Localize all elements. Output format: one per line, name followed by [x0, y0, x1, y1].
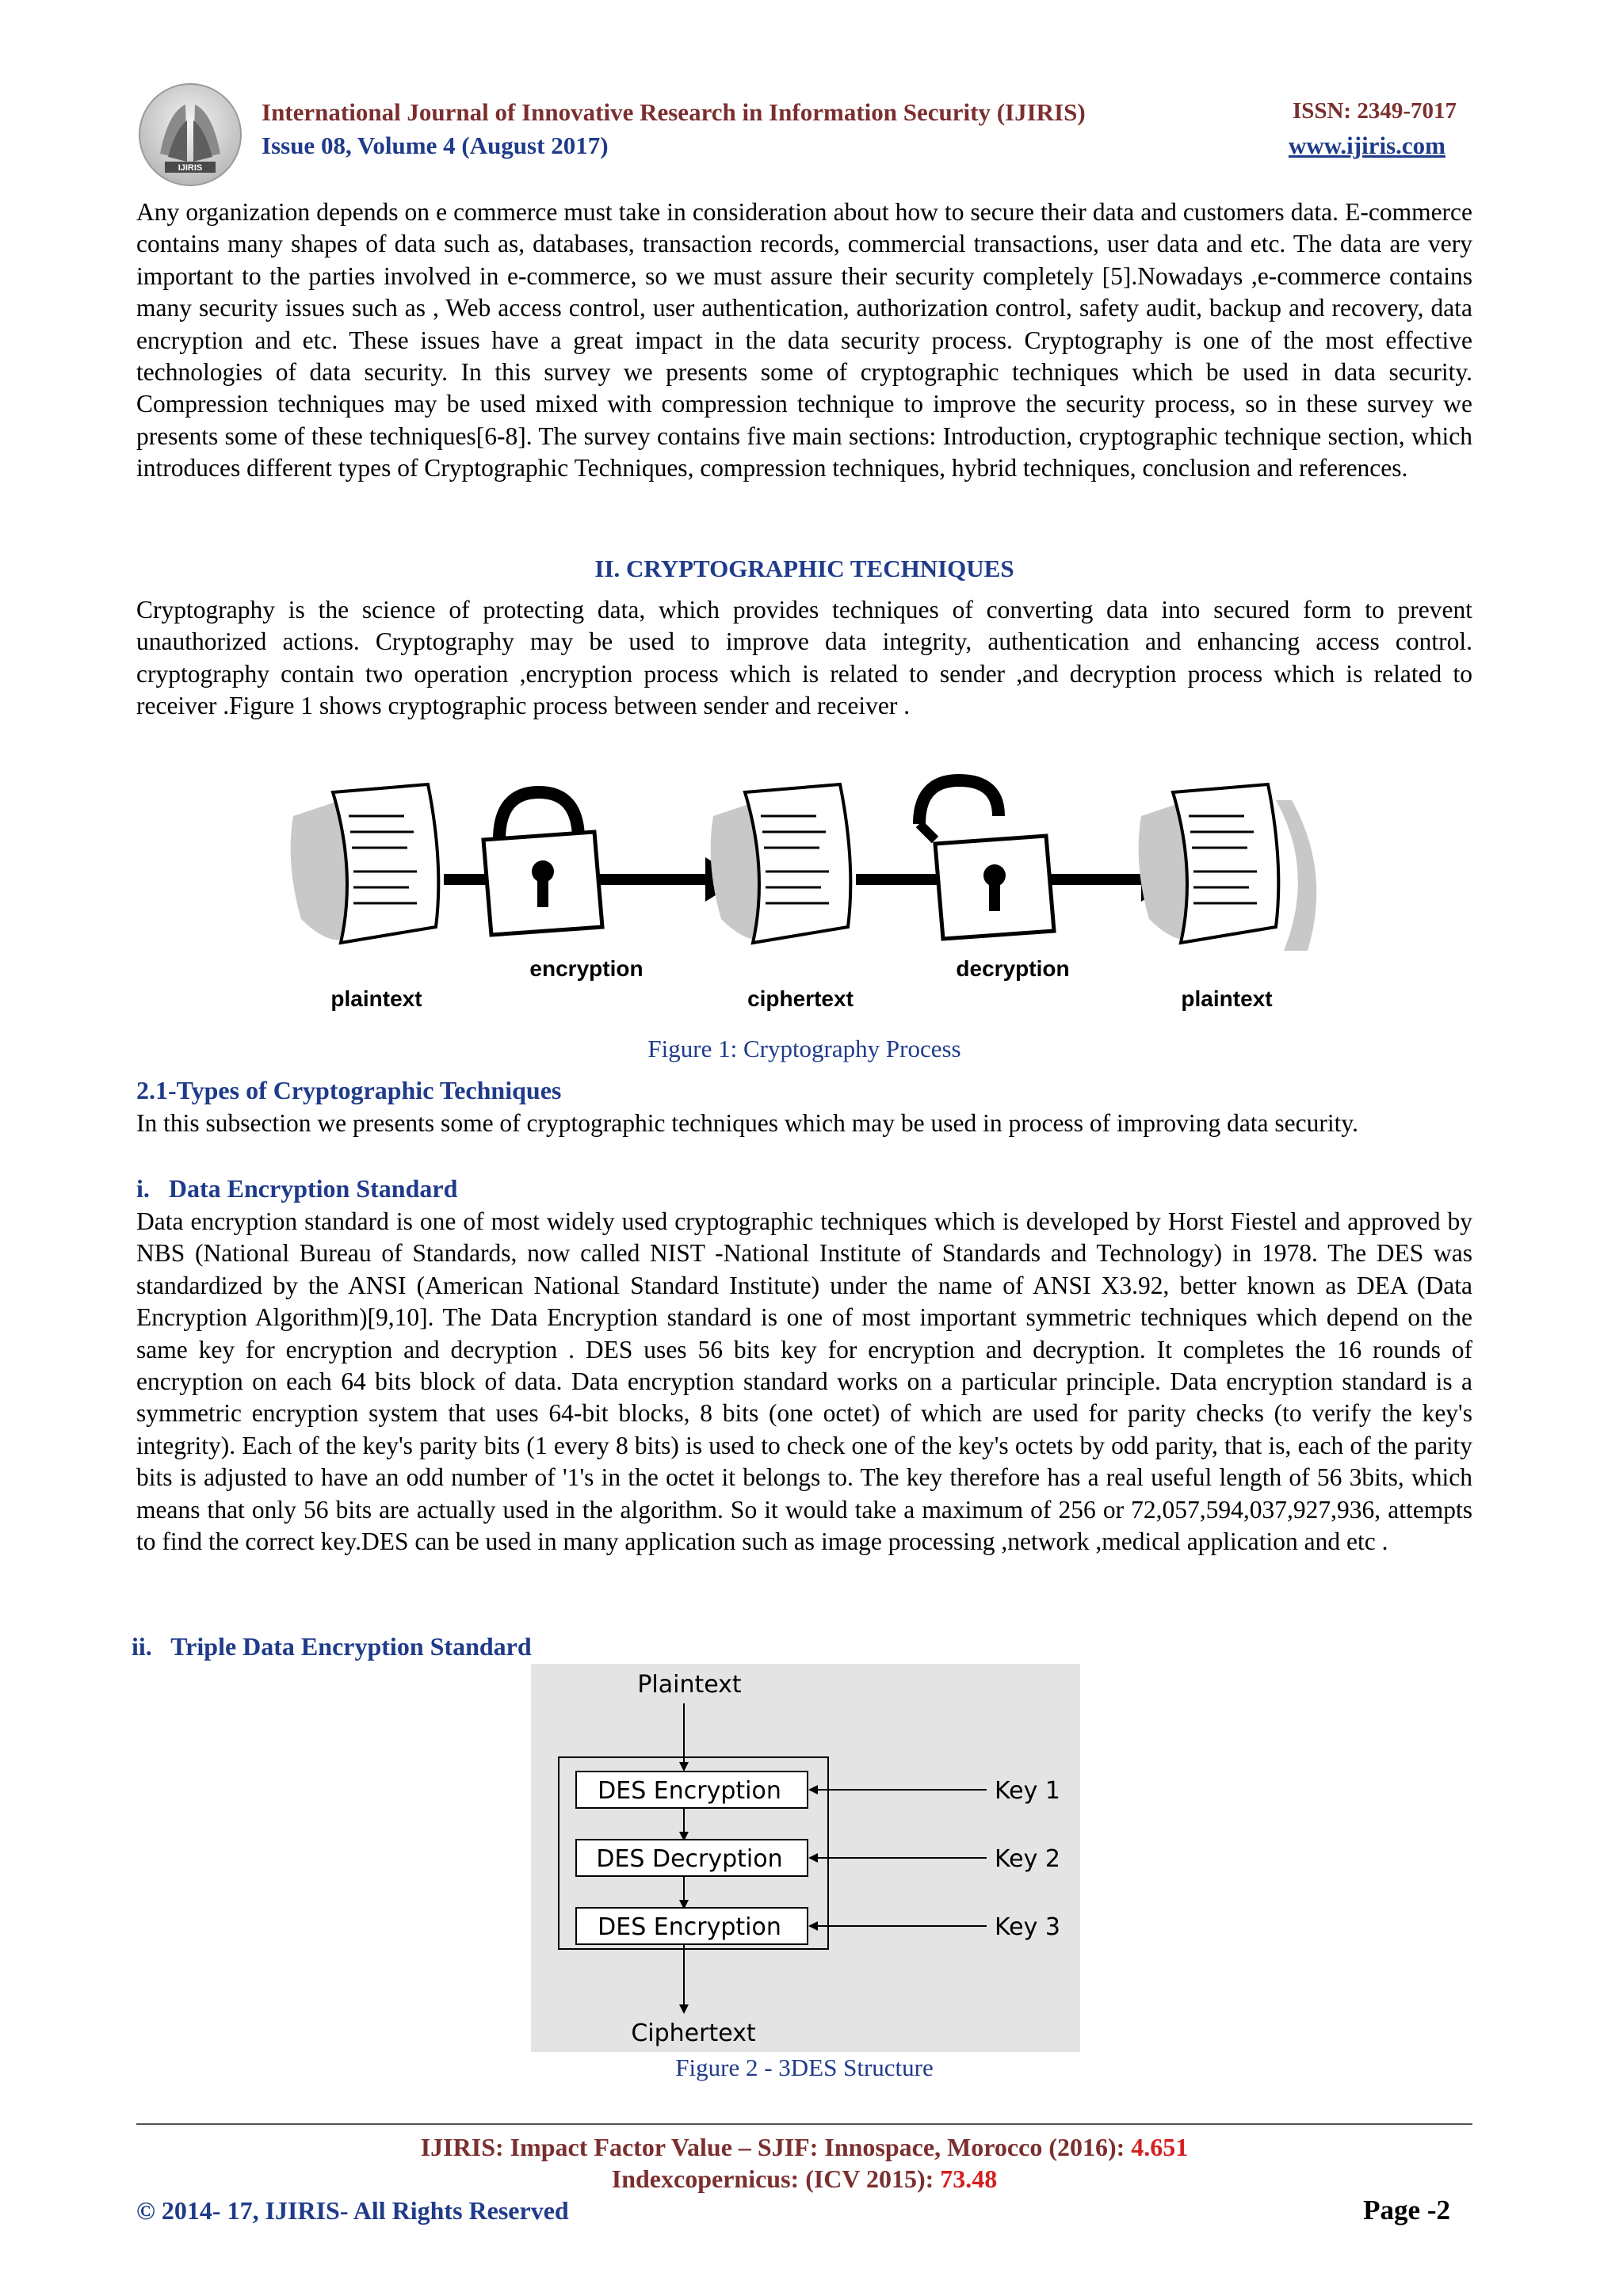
footer-divider [136, 2123, 1472, 2125]
footer-index [136, 2164, 1472, 2194]
footer-copyright: © 2014- 17, IJIRIS- All Rights Reserved [136, 2196, 569, 2225]
plaintext-document-icon [291, 784, 439, 943]
fig2-box-1: DES Encryption [598, 1777, 781, 1805]
fig2-plaintext-label: Plaintext [637, 1671, 742, 1699]
heading-des-text: Data Encryption Standard [168, 1174, 458, 1203]
subsection21-paragraph: In this subsection we presents some of cryptographic techniques which may be used in process of improving data security. [136, 1109, 1358, 1137]
journal-title: International Journal of Innovative Research in Information Security (IJIRIS) [262, 98, 1086, 126]
label-ciphertext: ciphertext [747, 986, 854, 1011]
journal-issn: ISSN: 2349-7017 [1292, 98, 1457, 124]
figure2-caption: Figure 2 - 3DES Structure [675, 2054, 934, 2081]
label-plaintext-left: plaintext [330, 986, 422, 1011]
lock-closed-icon [483, 792, 602, 935]
fig2-box-2: DES Decryption [596, 1845, 783, 1873]
heading-tdes-text: Triple Data Encryption Standard [170, 1632, 532, 1661]
fig2-key-1: Key 1 [995, 1777, 1061, 1805]
figure1-caption: Figure 1: Cryptography Process [647, 1035, 961, 1062]
footer-impact-factor [136, 2133, 1472, 2162]
journal-website-link[interactable]: www.ijiris.com [1288, 132, 1445, 159]
fig2-key-2: Key 2 [995, 1845, 1061, 1873]
journal-issue: Issue 08, Volume 4 (August 2017) [262, 132, 609, 159]
plaintext-output-document-icon [1139, 784, 1317, 951]
figure-3des-structure [531, 1664, 1080, 2052]
section-heading-cryptographic-techniques: II. CRYPTOGRAPHIC TECHNIQUES [594, 555, 1014, 582]
label-decryption: decryption [956, 956, 1070, 981]
footer-index-label: Indexcopernicus: (ICV 2015): [611, 2164, 941, 2193]
fig2-ciphertext-label: Ciphertext [631, 2019, 756, 2047]
lock-open-icon [919, 780, 1054, 939]
heading-tdes [132, 1632, 532, 1661]
journal-logo [136, 81, 244, 189]
footer-index-value: 73.48 [940, 2164, 998, 2193]
heading-tdes-numeral: ii. [132, 1632, 152, 1661]
heading-des-numeral: i. [136, 1174, 150, 1203]
fig2-key-3: Key 3 [995, 1913, 1061, 1941]
footer-impact-label: IJIRIS: Impact Factor Value – SJIF: Innospace, Morocco (2016): [420, 2133, 1132, 2161]
heading-des [136, 1174, 457, 1203]
subsection-heading-types: 2.1-Types of Cryptographic Techniques [136, 1076, 562, 1104]
fig2-box-3: DES Encryption [598, 1913, 781, 1941]
figure-cryptography-process [285, 769, 1339, 1022]
label-encryption: encryption [529, 956, 643, 981]
logo-text: IJIRIS [178, 163, 203, 173]
ciphertext-document-icon [711, 784, 851, 943]
label-plaintext-right: plaintext [1181, 986, 1273, 1011]
intro-paragraph: Any organization depends on e commerce must take in consideration about how to secure their data and customers data. E-commerce contains many shapes of data such as, databases, transaction records, commercial transactions, user data and etc. The data are very important to the parties involved in e-commerce, so we must assure their security completely [5].Nowadays ,e-commerce contains many security issues such as , Web access control, user authentication, authorization control, safety audit, backup and recovery, data encryption and etc. These issues have a great impact in the data security process. Cryptography is one of the most effective technologies of data security. In this survey we presents some of cryptographic techniques which be used in data security. Compression techniques may be used mixed with compression technique to improve the security process, so in these survey we presents some of these techniques[6-8]. The survey contains five main sections: Introduction, cryptographic technique section, which introduces different types of Cryptographic Techniques, compression techniques, hybrid techniques, conclusion and references. [136, 198, 1472, 482]
des-paragraph: Data encryption standard is one of most widely used cryptographic techniques which is developed by Horst Fiestel and approved by NBS (National Bureau of Standards, now called NIST -National Institute of Standards and Technology) in 1978. The DES was standardized by the ANSI (American National Standard Institute) under the name of ANSI X3.92, better known as DEA (Data Encryption Algorithm)[9,10]. The Data Encryption standard is one of most important symmetric techniques which depend on the same key for encryption and decryption . DES uses 56 bits key for encryption and decryption. It completes the 16 rounds of encryption on each 64 bits block of data. Data encryption standard works on a particular principle. Data encryption standard is a symmetric encryption system that uses 64-bit blocks, 8 bits (one octet) of which are used for parity checks (to verify the key's integrity). Each of the key's parity bits (1 every 8 bits) is used to check one of the key's octets by odd parity, that is, each of the parity bits is adjusted to have an odd number of '1's in the octet it belongs to. The key therefore has a real useful length of 56 3bits, which means that only 56 bits are actually used in the algorithm. So it would take a maximum of 256 or 72,057,594,037,927,936, attempts to find the correct key.DES can be used in many application such as image processing ,network ,medical application and etc . [136, 1207, 1472, 1556]
footer-impact-value: 4.651 [1131, 2133, 1189, 2161]
section2-paragraph: Cryptography is the science of protecting data, which provides techniques of converting data into secured form to prevent unauthorized actions. Cryptography may be used to improve data integrity, authentication and enhancing access control. cryptography contain two operation ,encryption process which is related to sender ,and decryption process which is related to receiver .Figure 1 shows cryptographic process between sender and receiver . [136, 596, 1472, 720]
page-number: Page -2 [1363, 2195, 1450, 2225]
